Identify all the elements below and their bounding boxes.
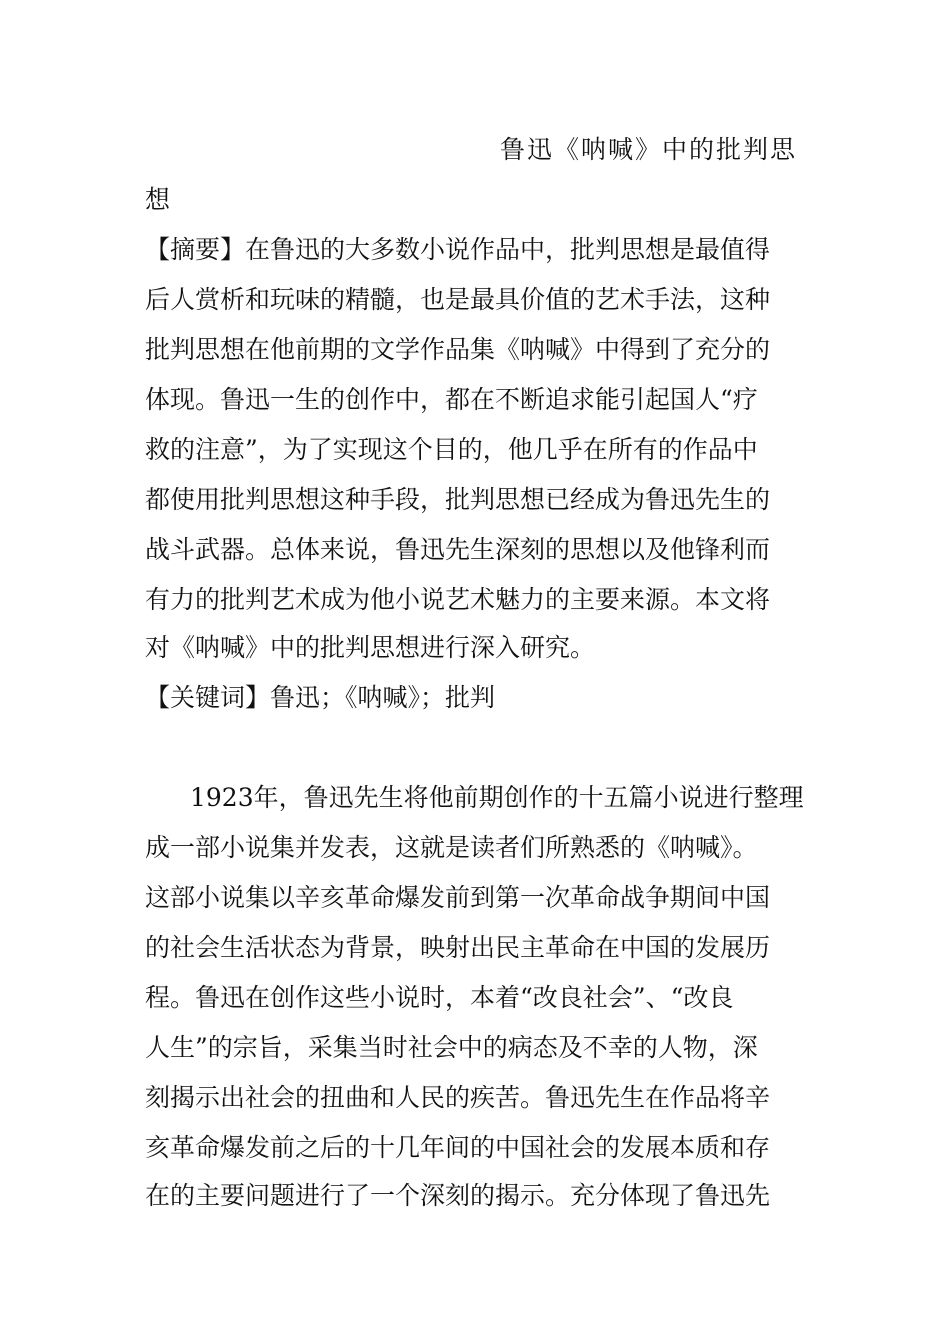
abstract-line: 都使用批判思想这种手段，批判思想已经成为鲁迅先生的 — [145, 485, 771, 514]
body-line: 刻揭示出社会的扭曲和人民的疾苦。鲁迅先生在作品将辛 — [145, 1083, 771, 1112]
body-line: 人生”的宗旨，采集当时社会中的病态及不幸的人物，深 — [145, 1033, 758, 1062]
abstract-line: 对《呐喊》中的批判思想进行深入研究。 — [145, 633, 596, 662]
document-title-line-1: 鲁迅《呐喊》中的批判思 — [500, 135, 798, 164]
body-line: 在的主要问题进行了一个深刻的揭示。充分体现了鲁迅先 — [145, 1181, 771, 1210]
abstract-line: 批判思想在他前期的文学作品集《呐喊》中得到了充分的 — [145, 335, 771, 364]
body-line: 的社会生活状态为背景，映射出民主革命在中国的发展历 — [145, 933, 771, 962]
body-line: 这部小说集以辛亥革命爆发前到第一次革命战争期间中国 — [145, 883, 771, 912]
keywords-line: 【关键词】鲁迅；《呐喊》；批判 — [145, 683, 496, 712]
document-title-line-2: 想 — [145, 185, 171, 214]
abstract-line: 战斗武器。总体来说，鲁迅先生深刻的思想以及他锋利而 — [145, 535, 771, 564]
abstract-line: 救的注意”，为了实现这个目的，他几乎在所有的作品中 — [145, 435, 758, 464]
body-paragraph-first-line: 1923年，鲁迅先生将他前期创作的十五篇小说进行整理 — [190, 783, 804, 812]
abstract-line: 体现。鲁迅一生的创作中，都在不断追求能引起国人“疗 — [145, 385, 758, 414]
body-line: 程。鲁迅在创作这些小说时，本着“改良社会”、“改良 — [145, 983, 734, 1012]
abstract-line: 有力的批判艺术成为他小说艺术魅力的主要来源。本文将 — [145, 585, 771, 614]
abstract-line: 后人赏析和玩味的精髓，也是最具价值的艺术手法，这种 — [145, 285, 771, 314]
abstract-line: 【摘要】在鲁迅的大多数小说作品中，批判思想是最值得 — [145, 235, 771, 264]
body-line: 亥革命爆发前之后的十几年间的中国社会的发展本质和存 — [145, 1133, 771, 1162]
body-line: 成一部小说集并发表，这就是读者们所熟悉的《呐喊》。 — [145, 833, 758, 862]
